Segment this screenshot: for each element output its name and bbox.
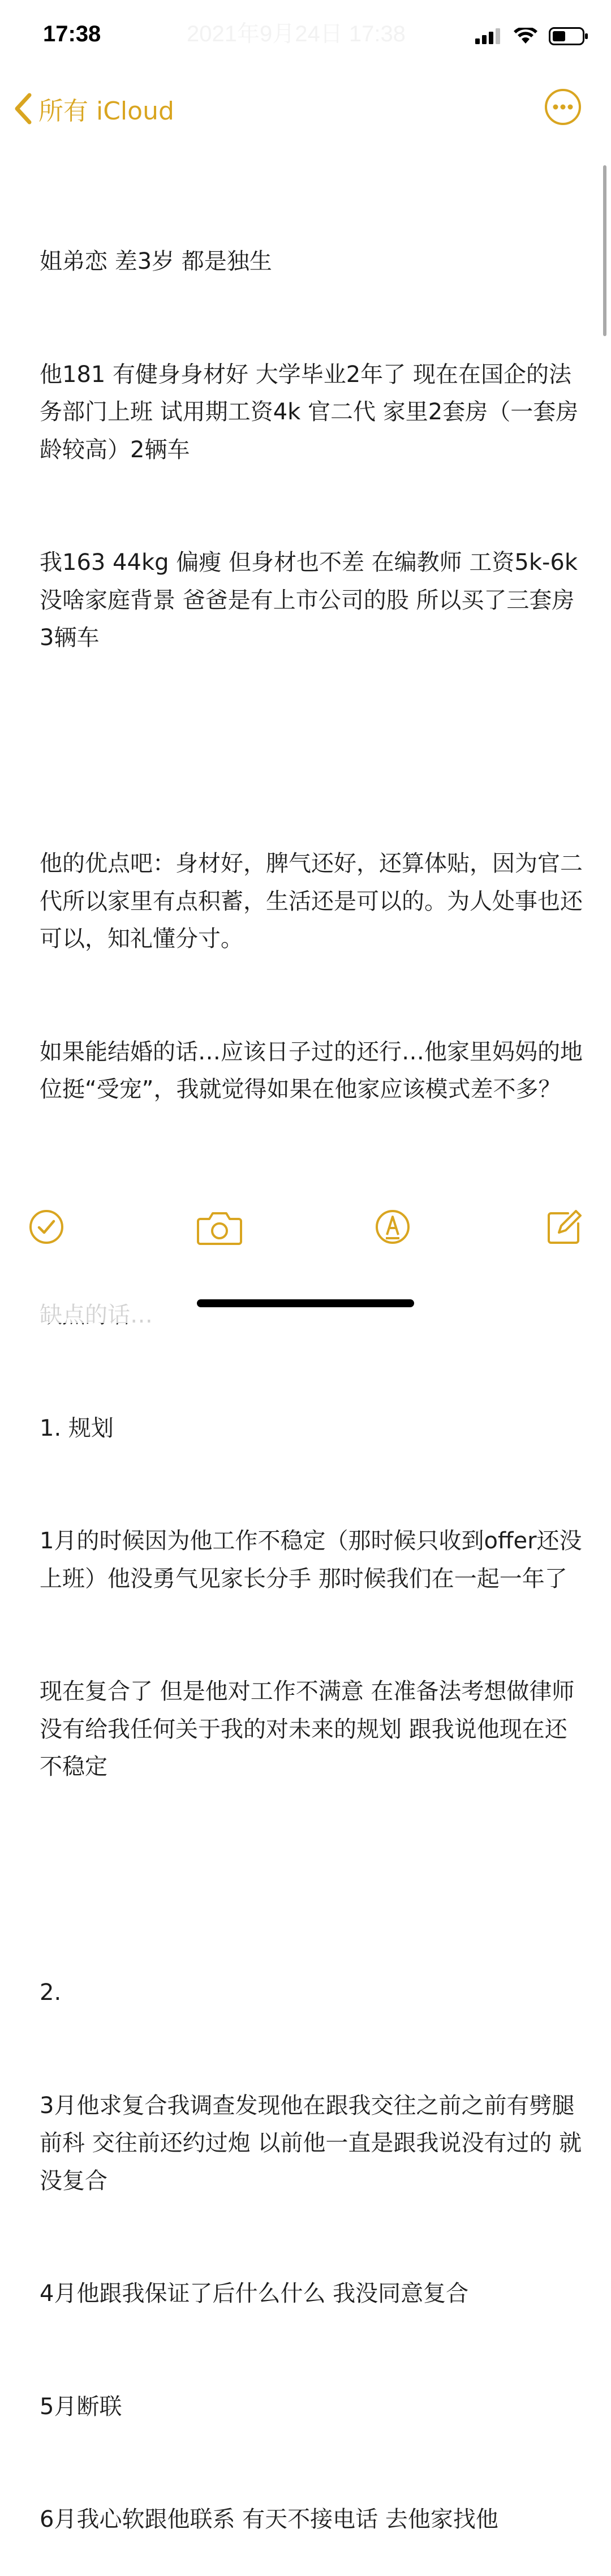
status-bar [0,0,611,74]
note-paragraph: 姐弟恋 差3岁 都是独生 [40,248,272,274]
note-paragraph: 5月断联 [40,2393,122,2420]
cellular-signal-icon [475,28,502,44]
compose-icon[interactable] [545,1209,583,1246]
note-paragraph: 他的优点吧：身材好，脾气还好，还算体贴，因为官二代所以家里有点积蓄，生活还是可以的。为人处事也还可以，知礼懂分寸。 [40,851,583,952]
battery-icon [549,27,588,45]
note-body[interactable] [40,168,583,2576]
scroll-indicator[interactable] [603,165,606,336]
back-button[interactable] [14,91,174,127]
note-blank-line [40,732,583,770]
note-paragraph: 1月的时候因为他工作不稳定（那时候只收到offer还没上班）他没勇气见家长分手 那时候我们在一起一年了 [40,1528,582,1592]
note-paragraph: 4月他跟我保证了后什么什么 我没同意复合 [40,2281,469,2307]
more-options-icon[interactable] [544,88,582,126]
status-icons [475,27,588,45]
home-indicator[interactable] [197,1299,414,1307]
chevron-left-icon [14,93,33,124]
note-paragraph: 我163 44kg 偏瘦 但身材也不差 在编教师 工资5k-6k 没啥家庭背景 爸爸是有上市公司的股 所以买了三套房 3辆车 [40,549,585,651]
note-blank-line [40,1861,583,1899]
note-paragraph: 2. [40,1980,62,2006]
status-time: 17:38 [43,22,101,46]
bottom-toolbar [0,1205,611,1268]
note-paragraph: 6月我心软跟他联系 有天不接电话 去他家找他 [40,2506,498,2532]
note-paragraph: 现在复合了 但是他对工作不满意 在准备法考想做律师 没有给我任何关于我的对未来的规划 跟我说他现在还不稳定 [40,1678,582,1780]
wifi-icon [514,28,537,45]
note-paragraph: 如果能结婚的话…应该日子过的还行…他家里妈妈的地位挺“受宠”，我就觉得如果在他家应该模式差不多？ [40,1038,583,1102]
camera-icon[interactable] [197,1211,242,1245]
navigation-bar [0,85,611,141]
note-paragraph: 1. 规划 [40,1415,114,1441]
back-button-label: 所有 iCloud [38,97,174,126]
note-paragraph: 他181 有健身身材好 大学毕业2年了 现在在国企的法务部门上班 试用期工资4k 官二代 家里2套房（一套房龄较高）2辆车 [40,361,579,463]
markup-pen-icon[interactable] [375,1209,411,1245]
faded-note-timestamp: 2021年9月24日 17:38 [187,22,406,46]
checklist-icon[interactable] [28,1209,64,1245]
note-paragraph: 3月他求复合我调查发现他在跟我交往之前之前有劈腿前科 交往前还约过炮 以前他一直是跟我说没有过的 就没复合 [40,2092,582,2194]
